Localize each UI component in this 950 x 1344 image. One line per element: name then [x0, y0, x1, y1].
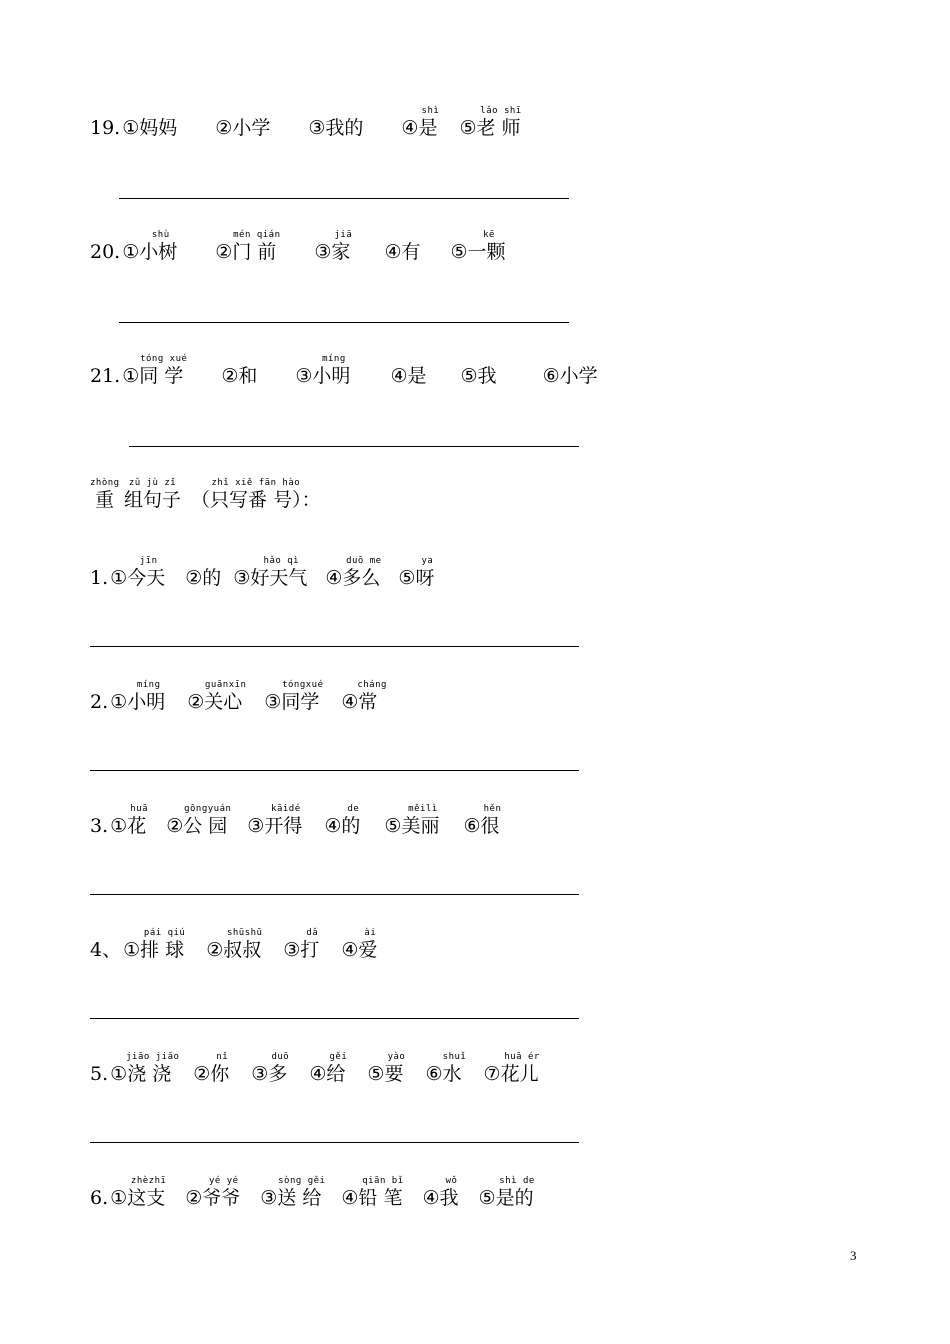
- word-text: 是的: [495, 1187, 534, 1209]
- word-text: 叔叔: [223, 939, 262, 961]
- option-marker: ①: [110, 567, 128, 589]
- question-1: [90, 548, 434, 588]
- option-marker: ①: [110, 1187, 128, 1209]
- word-option: [341, 680, 387, 713]
- option-marker: ④: [390, 365, 408, 387]
- option-marker: ②: [187, 691, 205, 713]
- option-marker: ④: [309, 1063, 327, 1085]
- option-marker: ⑥: [463, 815, 481, 837]
- word-text: 爷爷: [202, 1187, 241, 1209]
- option-marker: ④: [422, 1187, 440, 1209]
- question-number: 1.: [90, 567, 109, 589]
- pinyin-annotation: zhòng: [90, 478, 120, 488]
- pinyin-annotation: duō me: [346, 556, 382, 566]
- question-6: [90, 1168, 534, 1208]
- option-marker: ①: [122, 117, 140, 139]
- question-number: 5.: [90, 1063, 109, 1085]
- word-text: 门 前: [232, 241, 277, 263]
- word-option: [233, 556, 308, 589]
- option-marker: ③: [233, 567, 251, 589]
- word-text: 打: [300, 939, 320, 961]
- word-option: [260, 1176, 326, 1209]
- word-option: [215, 118, 270, 138]
- word-option: [122, 354, 188, 387]
- pinyin-annotation: gōngyuán: [184, 804, 232, 814]
- word-text: 小学: [559, 365, 598, 387]
- option-marker: ⑤: [367, 1063, 385, 1085]
- option-marker: ⑤: [459, 117, 477, 139]
- option-marker: ③: [283, 939, 301, 961]
- word-option: [110, 1176, 167, 1209]
- answer-line[interactable]: [90, 646, 579, 647]
- word-text: 我的: [325, 117, 364, 139]
- pinyin-annotation: zǔ jù zǐ: [128, 478, 177, 488]
- word-text: 今天: [127, 567, 166, 589]
- pinyin-annotation: hěn: [483, 804, 502, 814]
- word-option: [309, 1052, 348, 1085]
- word-text: 我: [439, 1187, 459, 1209]
- word-text: 同学: [281, 691, 320, 713]
- word-text: 花儿: [500, 1063, 539, 1085]
- word-text: 铅 笔: [358, 1187, 403, 1209]
- pinyin-annotation: wǒ: [445, 1176, 458, 1186]
- pinyin-annotation: shì de: [499, 1176, 535, 1186]
- pinyin-annotation: tóng xué: [140, 354, 188, 364]
- option-marker: ③: [295, 365, 313, 387]
- word-option: [122, 230, 178, 263]
- word-option: [461, 366, 497, 386]
- question-4: [90, 920, 377, 960]
- option-marker: ⑥: [425, 1063, 443, 1085]
- word-text: 小树: [139, 241, 178, 263]
- heading-part: [90, 478, 120, 511]
- pinyin-annotation: yé yé: [208, 1176, 239, 1186]
- word-option: [543, 366, 598, 386]
- word-option: [325, 556, 382, 589]
- option-marker: ②: [206, 939, 224, 961]
- option-marker: ③: [264, 691, 282, 713]
- question-19: [90, 98, 521, 138]
- word-option: [384, 242, 420, 262]
- word-option: [401, 106, 440, 139]
- question-number: 6.: [90, 1187, 109, 1209]
- word-option: [215, 230, 281, 263]
- heading-part: [119, 478, 186, 511]
- word-text: 的: [341, 815, 361, 837]
- pinyin-annotation: guānxīn: [205, 680, 247, 690]
- word-option: [308, 118, 363, 138]
- pinyin-annotation: jiāo jiāo: [126, 1052, 180, 1062]
- word-option: [110, 1052, 180, 1085]
- word-option: [110, 804, 149, 837]
- pinyin-annotation: de: [347, 804, 360, 814]
- word-text: 有: [401, 241, 421, 263]
- word-text: 给: [326, 1063, 346, 1085]
- option-marker: ④: [341, 1187, 359, 1209]
- question-2: [90, 672, 387, 713]
- word-text: 呀: [415, 567, 435, 589]
- option-marker: ③: [247, 815, 265, 837]
- word-option: [459, 106, 522, 139]
- word-option: [251, 1052, 290, 1085]
- question-20: [90, 222, 506, 262]
- word-option: [221, 366, 257, 386]
- heading-text: （只写番 号）：: [191, 489, 321, 511]
- option-marker: ②: [215, 241, 233, 263]
- option-marker: ①: [122, 365, 140, 387]
- word-option: [324, 804, 361, 837]
- option-marker: ⑥: [542, 365, 560, 387]
- question-21: [90, 346, 598, 386]
- pinyin-annotation: kāidé: [271, 804, 301, 814]
- word-text: 老 师: [476, 117, 521, 139]
- option-marker: ⑦: [483, 1063, 501, 1085]
- word-text: 的: [202, 567, 222, 589]
- word-option: [425, 1052, 467, 1085]
- word-option: [247, 804, 303, 837]
- word-option: [390, 366, 426, 386]
- word-option: [187, 680, 247, 713]
- word-option: [110, 680, 166, 713]
- pinyin-annotation: gěi: [329, 1052, 348, 1062]
- answer-line[interactable]: [90, 770, 579, 771]
- answer-line[interactable]: [90, 894, 579, 895]
- word-option: [283, 928, 320, 961]
- word-text: 要: [384, 1063, 404, 1085]
- word-text: 关心: [204, 691, 243, 713]
- option-marker: ④: [324, 815, 342, 837]
- option-marker: ③: [314, 241, 332, 263]
- pinyin-annotation: dǎ: [306, 928, 319, 938]
- pinyin-annotation: qiān bǐ: [362, 1176, 404, 1186]
- pinyin-annotation: jiā: [334, 230, 353, 240]
- option-marker: ②: [215, 117, 233, 139]
- option-marker: ③: [308, 117, 326, 139]
- pinyin-annotation: cháng: [357, 680, 387, 690]
- word-option: [295, 354, 351, 387]
- option-marker: ④: [401, 117, 419, 139]
- word-text: 多么: [342, 567, 381, 589]
- question-number: 2.: [90, 691, 109, 713]
- pinyin-annotation: pái qiú: [143, 928, 186, 938]
- word-text: 小明: [127, 691, 166, 713]
- option-marker: ⑤: [398, 567, 416, 589]
- question-number: 19.: [90, 117, 121, 139]
- heading-text: 组句子: [124, 489, 182, 511]
- option-marker: ①: [123, 939, 141, 961]
- pinyin-annotation: shù: [151, 230, 170, 240]
- pinyin-annotation: ài: [364, 928, 377, 938]
- answer-line[interactable]: [90, 1142, 579, 1143]
- pinyin-annotation: nǐ: [216, 1052, 229, 1062]
- question-3: [90, 796, 500, 836]
- section-heading: [90, 480, 326, 510]
- word-text: 和: [238, 365, 258, 387]
- pinyin-annotation: hǎo qì: [263, 556, 300, 566]
- pinyin-annotation: shūshū: [226, 928, 263, 938]
- option-marker: ①: [110, 815, 128, 837]
- word-option: [422, 1176, 459, 1209]
- word-option: [264, 680, 324, 713]
- option-marker: ②: [185, 1187, 203, 1209]
- pinyin-annotation: huā: [130, 804, 149, 814]
- word-option: [450, 230, 506, 263]
- pinyin-annotation: tóngxué: [282, 680, 324, 690]
- word-text: 美丽: [401, 815, 440, 837]
- word-option: [314, 230, 353, 263]
- word-text: 我: [477, 365, 497, 387]
- word-option: [185, 1176, 241, 1209]
- word-option: [341, 928, 378, 961]
- word-option: [384, 804, 440, 837]
- word-text: 小明: [312, 365, 351, 387]
- option-marker: ②: [185, 567, 203, 589]
- question-number: 3.: [90, 815, 109, 837]
- pinyin-annotation: duō: [271, 1052, 290, 1062]
- pinyin-annotation: jīn: [139, 556, 158, 566]
- word-text: 公 园: [183, 815, 228, 837]
- word-option: [110, 556, 166, 589]
- pinyin-annotation: měilì: [408, 804, 438, 814]
- option-marker: ①: [110, 1063, 128, 1085]
- answer-line[interactable]: [129, 446, 579, 447]
- word-text: 家: [331, 241, 351, 263]
- question-number: 20.: [90, 241, 121, 263]
- word-option: [367, 1052, 406, 1085]
- word-text: 一颗: [467, 241, 506, 263]
- pinyin-annotation: míng: [136, 680, 161, 690]
- heading-part: [186, 478, 326, 511]
- question-number: 4、: [90, 939, 122, 961]
- option-marker: ④: [384, 241, 402, 263]
- heading-text: 重: [95, 489, 115, 511]
- word-text: 水: [442, 1063, 462, 1085]
- word-option: [483, 1052, 540, 1085]
- pinyin-annotation: kē: [483, 230, 495, 240]
- word-text: 常: [358, 691, 378, 713]
- word-text: 很: [480, 815, 500, 837]
- answer-line[interactable]: [119, 322, 569, 323]
- word-text: 花: [127, 815, 147, 837]
- pinyin-annotation: shì: [421, 106, 440, 116]
- word-text: 浇 浇: [127, 1063, 172, 1085]
- word-option: [123, 928, 186, 961]
- option-marker: ②: [221, 365, 239, 387]
- word-text: 是: [407, 365, 427, 387]
- option-marker: ⑤: [450, 241, 468, 263]
- pinyin-annotation: zhǐ xiě fān hào: [211, 478, 301, 488]
- word-text: 爱: [358, 939, 378, 961]
- word-option: [478, 1176, 535, 1209]
- word-option: [341, 1176, 404, 1209]
- word-text: 同 学: [139, 365, 184, 387]
- pinyin-annotation: huā ér: [504, 1052, 540, 1062]
- answer-line[interactable]: [119, 198, 569, 199]
- option-marker: ④: [325, 567, 343, 589]
- option-marker: ⑤: [384, 815, 402, 837]
- word-option: [206, 928, 263, 961]
- question-number: 21.: [90, 365, 121, 387]
- option-marker: ①: [122, 241, 140, 263]
- pinyin-annotation: yào: [387, 1052, 406, 1062]
- option-marker: ⑤: [478, 1187, 496, 1209]
- option-marker: ③: [260, 1187, 278, 1209]
- word-option: [193, 1052, 230, 1085]
- pinyin-annotation: ya: [421, 556, 434, 566]
- word-text: 你: [210, 1063, 230, 1085]
- word-text: 妈妈: [139, 117, 178, 139]
- word-text: 开得: [264, 815, 303, 837]
- option-marker: ⑤: [460, 365, 478, 387]
- word-option: [166, 804, 232, 837]
- word-option: [463, 804, 502, 837]
- question-5: [90, 1044, 539, 1084]
- word-option: [185, 568, 221, 588]
- option-marker: ②: [166, 815, 184, 837]
- pinyin-annotation: zhèzhī: [130, 1176, 167, 1186]
- page-number: 3: [850, 1248, 857, 1263]
- word-text: 排 球: [140, 939, 185, 961]
- word-text: 这支: [127, 1187, 166, 1209]
- word-text: 多: [268, 1063, 288, 1085]
- option-marker: ④: [341, 691, 359, 713]
- word-text: 是: [418, 117, 438, 139]
- pinyin-annotation: míng: [322, 354, 346, 364]
- pinyin-annotation: mén qián: [233, 230, 281, 240]
- option-marker: ①: [110, 691, 128, 713]
- word-text: 小学: [232, 117, 271, 139]
- word-option: [122, 118, 177, 138]
- option-marker: ③: [251, 1063, 269, 1085]
- answer-line[interactable]: [90, 1018, 579, 1019]
- option-marker: ④: [341, 939, 359, 961]
- pinyin-annotation: shuǐ: [442, 1052, 467, 1062]
- word-text: 好天气: [250, 567, 308, 589]
- pinyin-annotation: sòng gěi: [278, 1176, 326, 1186]
- option-marker: ②: [193, 1063, 211, 1085]
- pinyin-annotation: lǎo shī: [480, 106, 522, 116]
- word-text: 送 给: [277, 1187, 322, 1209]
- word-option: [398, 556, 435, 589]
